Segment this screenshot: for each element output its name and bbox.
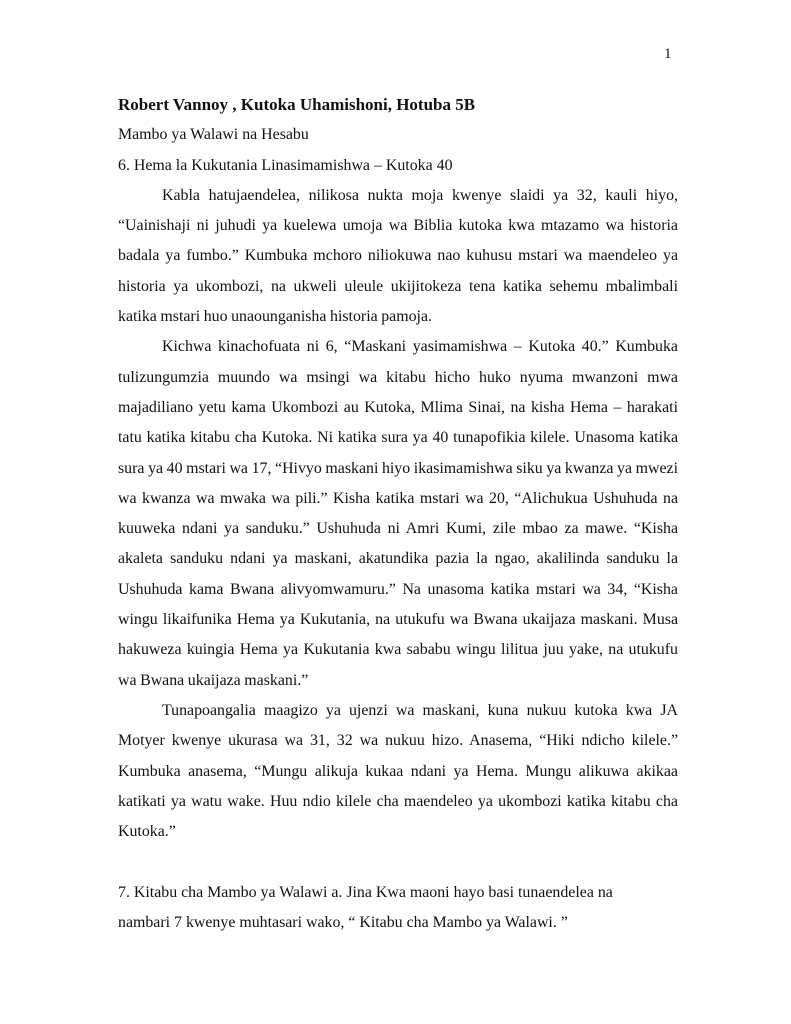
section-7-continuation: nambari 7 kwenye muhtasari wako, “ Kitabu cha Mambo ya Walawi. ” [118,914,568,932]
document-title: Robert Vannoy , Kutoka Uhamishoni, Hotuba 5B [118,95,476,114]
paragraph: Kabla hatujaendelea, nilikosa nukta moja kwenye slaidi ya 32, kauli hiyo, “Uainishaji ni juhudi ya kuelewa umoja wa Biblia kutoka kwa mtazamo wa historia badala ya fumbo.” Kumbuka mchoro niliokuwa nao kuhusu mstari wa maendeleo ya historia ya ukombozi, na ukweli uleule ukijitokeza tena katika sehemu mbalimbali katika mstari huo unaounganisha historia pamoja. [118,186,678,326]
paragraph: Kichwa kinachofuata ni 6, “Maskani yasimamishwa – Kutoka 40.” Kumbuka tulizungumzia muundo wa msingi wa kitabu hicho huko nyuma mwanzoni mwa majadiliano yetu kama Ukombozi au Kutoka, Mlima Sinai, na kisha Hema – harakati tatu katika kitabu cha Kutoka. Ni katika sura ya 40 tunapofikia kilele. Unasoma katika sura ya 40 mstari wa 17, “Hivyo maskani hiyo ikasimamishwa siku ya kwanza ya mwezi wa kwanza wa mwaka wa pili.” Kisha katika mstari wa 20, “Alichukua Ushuhuda na kuuweka ndani ya sanduku.” Ushuhuda ni Amri Kumi, zile mbao za mawe. “Kisha akaleta sanduku ndani ya maskani, akatundika pazia la ngao, akalilinda sanduku la Ushuhuda kama Bwana alivyomwamuru.” Na unasoma katika mstari wa 34, “Kisha wingu likaifunika Hema ya Kukutania, na utukufu wa Bwana ukaijaza maskani. Musa hakuweza kuingia Hema ya Kukutania kwa sababu wingu lilitua juu yake, na utukufu wa Bwana ukaijaza maskani.” [118,338,678,689]
section-6-heading: 6. Hema la Kukutania Linasimamishwa – Kutoka 40 [118,156,453,174]
document-subtitle: Mambo ya Walawi na Hesabu [118,126,309,144]
blank-line [118,847,678,877]
page-number: 1 [664,46,672,62]
section-7-heading: 7. Kitabu cha Mambo ya Walawi a. Jina Kwa maoni hayo basi tunaendelea na [118,883,613,901]
document-body [118,90,678,938]
paragraph: Tunapoangalia maagizo ya ujenzi wa maskani, kuna nukuu kutoka kwa JA Motyer kwenye ukurasa wa 31, 32 wa nukuu hizo. Anasema, “Hiki ndicho kilele.” Kumbuka anasema, “Mungu alikuja kukaa ndani ya Hema. Mungu alikuwa akikaa katikati ya watu wake. Huu ndio kilele cha maendeleo ya ukombozi katika kitabu cha Kutoka.” [118,701,678,841]
